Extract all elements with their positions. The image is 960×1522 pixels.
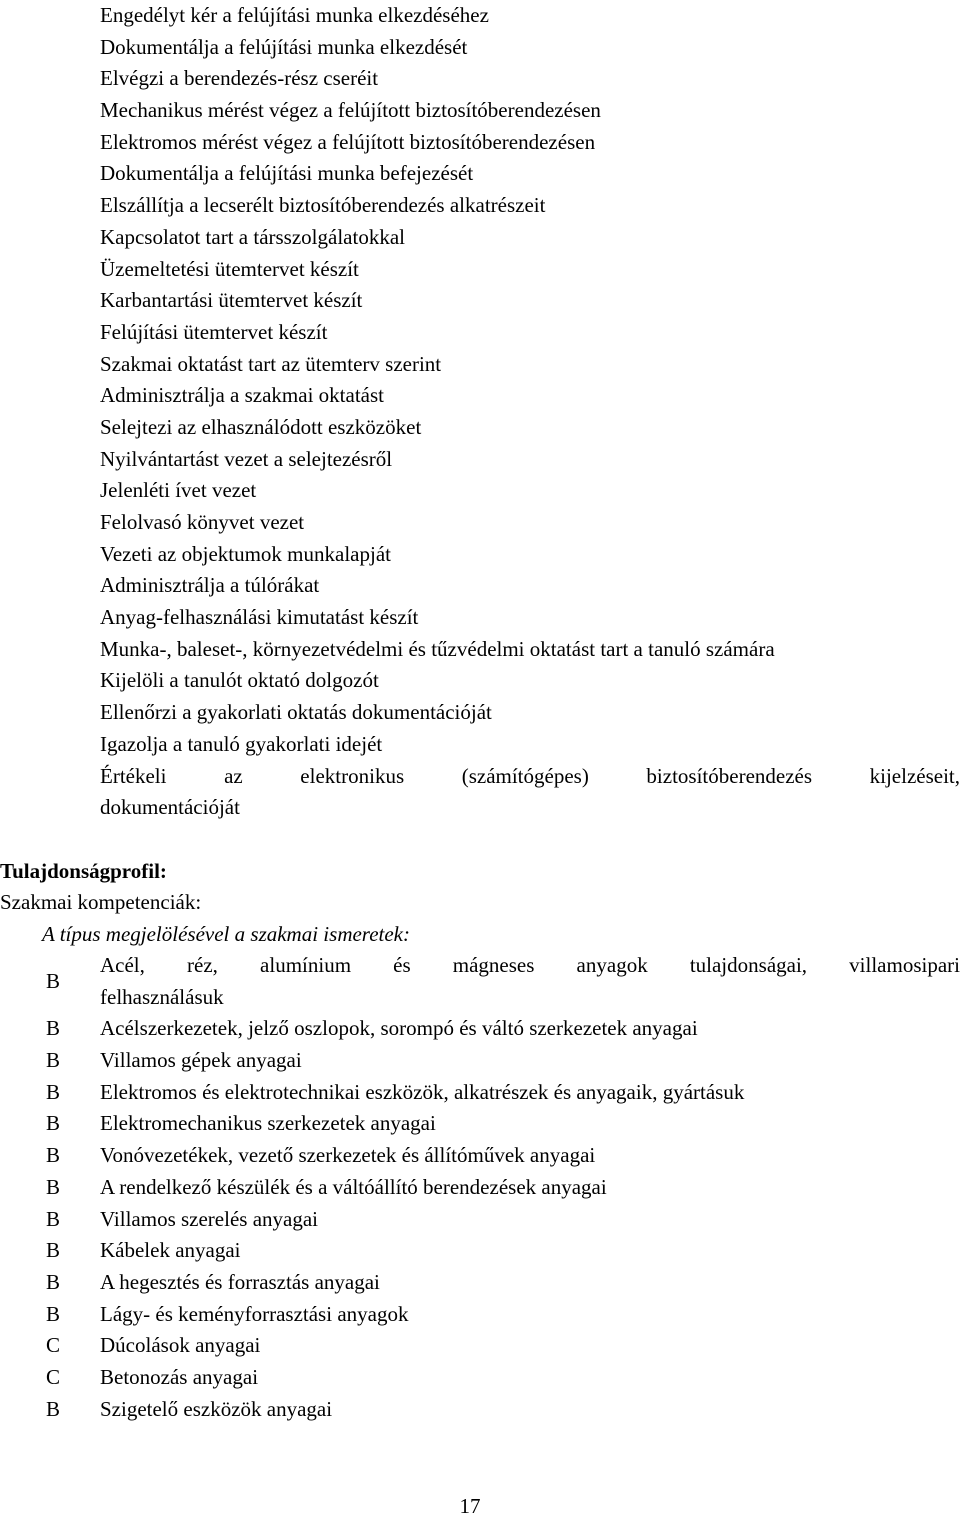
competence-text: Dúcolások anyagai xyxy=(100,1333,261,1358)
task-item: Vezeti az objektumok munkalapját xyxy=(100,541,391,566)
page-number: 17 xyxy=(459,1494,481,1518)
profile-heading: Tulajdonságprofil: xyxy=(0,859,167,883)
task-item: Jelenléti ívet vezet xyxy=(100,478,257,503)
task-item: Selejtezi az elhasználódott eszközöket xyxy=(100,414,422,439)
task-item: Igazolja a tanuló gyakorlati idejét xyxy=(100,731,383,756)
competence-text: Villamos szerelés anyagai xyxy=(100,1206,318,1231)
task-item: Felújítási ütemtervet készít xyxy=(100,319,328,344)
competence-row xyxy=(0,1235,960,1267)
task-item: Dokumentálja a felújítási munka befejezését xyxy=(100,161,474,186)
competence-text: A rendelkező készülék és a váltóállító berendezések anyagai xyxy=(100,1174,607,1199)
task-item: Elektromos mérést végez a felújított biztosítóberendezésen xyxy=(100,129,596,154)
competence-level: B xyxy=(46,1206,61,1231)
task-item: Engedélyt kér a felújítási munka elkezdéséhez xyxy=(100,3,489,27)
competence-row xyxy=(0,1013,960,1045)
competence-level: B xyxy=(46,1143,61,1168)
profile-subheading: Szakmai kompetenciák: xyxy=(0,890,202,914)
competence-text-line1: Acél, réz, alumínium és mágneses anyagok tulajdonságai, villamosipari xyxy=(100,953,960,977)
competence-text: Villamos gépek anyagai xyxy=(100,1048,302,1073)
competence-text: Szigetelő eszközök anyagai xyxy=(100,1396,333,1421)
competence-list xyxy=(0,950,960,1425)
task-item-last-line2: dokumentációját xyxy=(100,795,240,820)
competence-text: Vonóvezetékek, vezető szerkezetek és állítóművek anyagai xyxy=(100,1143,596,1168)
task-item: Karbantartási ütemtervet készít xyxy=(100,288,363,313)
competence-text: Elektromechanikus szerkezetek anyagai xyxy=(100,1111,436,1136)
competence-row xyxy=(0,1362,960,1394)
competence-level: B xyxy=(46,1269,61,1294)
task-item: Üzemeltetési ütemtervet készít xyxy=(100,256,359,281)
task-item: Felolvasó könyvet vezet xyxy=(100,510,305,534)
competence-text: Lágy- és keményforrasztási anyagok xyxy=(100,1301,409,1326)
competence-level: B xyxy=(46,1016,61,1041)
competence-row xyxy=(0,1204,960,1236)
task-item: Ellenőrzi a gyakorlati oktatás dokumentációját xyxy=(100,700,492,725)
task-item: Adminisztrálja a szakmai oktatást xyxy=(100,383,384,408)
competence-level: B xyxy=(46,968,61,993)
competence-row xyxy=(0,1299,960,1331)
competence-text: Betonozás anyagai xyxy=(100,1364,259,1389)
competence-level: C xyxy=(46,1333,61,1358)
competence-level: B xyxy=(46,1396,61,1421)
competence-text: A hegesztés és forrasztás anyagai xyxy=(100,1269,380,1294)
competence-level: B xyxy=(46,1301,61,1326)
competence-text: Kábelek anyagai xyxy=(100,1238,241,1263)
competence-level: B xyxy=(46,1174,61,1199)
competence-row xyxy=(0,1172,960,1204)
competence-row xyxy=(0,1140,960,1172)
competence-row xyxy=(0,1330,960,1362)
competence-level: B xyxy=(46,1238,61,1263)
task-item: Mechanikus mérést végez a felújított biztosítóberendezésen xyxy=(100,98,601,123)
task-item: Nyilvántartást vezet a selejtezésről xyxy=(100,446,393,471)
task-item: Munka-, baleset-, környezetvédelmi és tűzvédelmi oktatást tart a tanuló számára xyxy=(100,636,775,661)
task-list xyxy=(100,0,960,824)
task-item: Elvégzi a berendezés-rész cseréit xyxy=(100,66,379,91)
competence-text-line2: felhasználásuk xyxy=(100,984,224,1009)
competence-text: Acélszerkezetek, jelző oszlopok, sorompó és váltó szerkezetek anyagai xyxy=(100,1016,698,1041)
task-item: Szakmai oktatást tart az ütemterv szerint xyxy=(100,351,442,376)
task-item: Adminisztrálja a túlórákat xyxy=(100,573,320,598)
task-item: Kapcsolatot tart a társszolgálatokkal xyxy=(100,224,405,249)
task-item: Anyag-felhasználási kimutatást készít xyxy=(100,605,419,630)
profile-type-label: A típus megjelölésével a szakmai ismeretek: xyxy=(42,922,410,946)
task-item: Dokumentálja a felújítási munka elkezdését xyxy=(100,34,468,59)
competence-row xyxy=(0,1108,960,1140)
task-item: Elszállítja a lecserélt biztosítóberendezés alkatrészeit xyxy=(100,193,546,218)
competence-row xyxy=(0,1077,960,1109)
task-item-last-line1: Értékeli az elektronikus (számítógépes) biztosítóberendezés kijelzéseit, xyxy=(100,763,960,788)
competence-text: Elektromos és elektrotechnikai eszközök, alkatrészek és anyagaik, gyártásuk xyxy=(100,1079,745,1104)
competence-text xyxy=(100,950,960,1013)
competence-level: C xyxy=(46,1364,61,1389)
competence-row xyxy=(0,950,960,1013)
task-item: Kijelöli a tanulót oktató dolgozót xyxy=(100,668,379,693)
competence-level: B xyxy=(46,1048,61,1073)
competence-row xyxy=(0,1394,960,1426)
competence-level: B xyxy=(46,1079,61,1104)
competence-row xyxy=(0,1267,960,1299)
competence-row xyxy=(0,1045,960,1077)
competence-level: B xyxy=(46,1111,61,1136)
